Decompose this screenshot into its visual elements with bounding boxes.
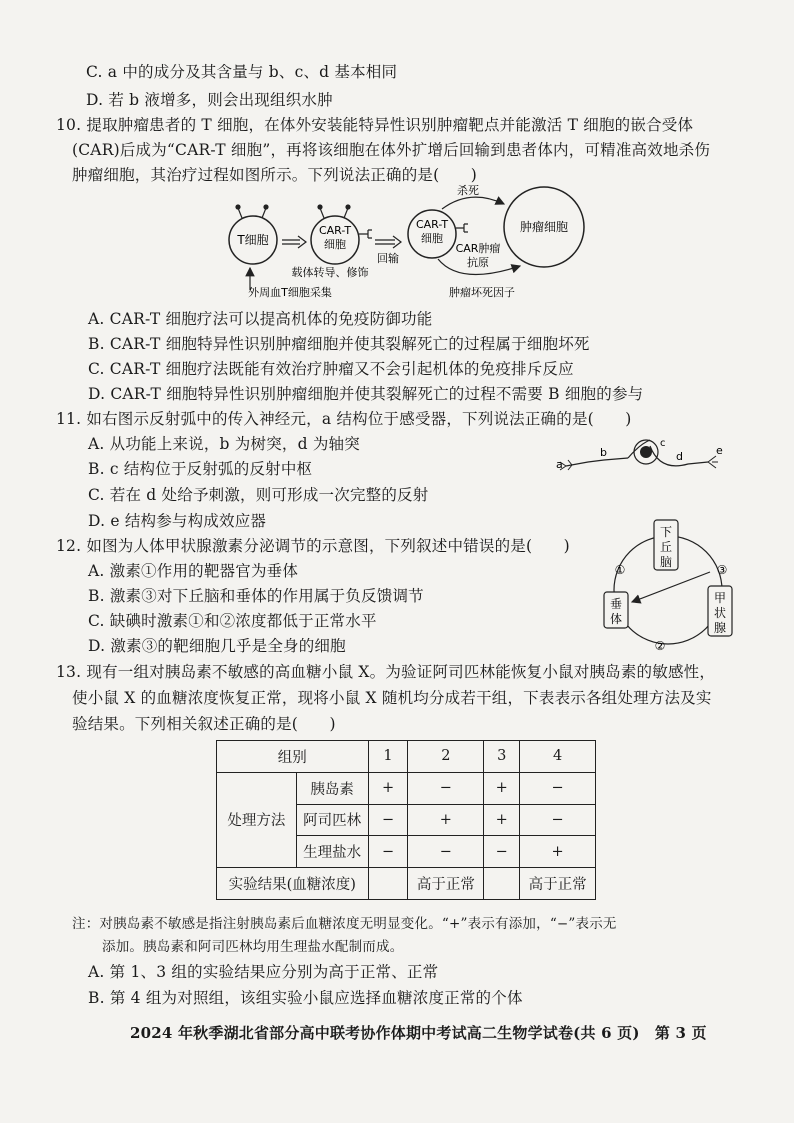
q13-note-line2: 添加。胰岛素和阿司匹林均用生理盐水配制而成。 xyxy=(102,939,404,955)
q13-stem-line3: 验结果。下列相关叙述正确的是( ) xyxy=(72,715,336,733)
q11-option-b: B. c 结构位于反射弧的反射中枢 xyxy=(88,460,313,478)
table-row xyxy=(217,772,596,804)
tnf-label: 肿瘤坏死因子 xyxy=(449,286,515,299)
table-cell: − xyxy=(408,772,484,804)
q11-option-c: C. 若在 d 处给予刺激，则可形成一次完整的反射 xyxy=(88,486,429,504)
hypothalamus-char-2: 丘 xyxy=(659,540,673,554)
q12-option-a: A. 激素①作用的靶器官为垂体 xyxy=(88,562,299,580)
label-b: b xyxy=(600,446,607,459)
kill-label: 杀死 xyxy=(457,184,479,197)
car-t-therapy-diagram xyxy=(220,182,590,302)
q10-option-b: B. CAR-T 细胞特异性识别肿瘤细胞并使其裂解死亡的过程属于细胞坏死 xyxy=(88,335,590,353)
table-cell: + xyxy=(368,772,408,804)
table-row xyxy=(217,868,596,900)
tumor-cell-label: 肿瘤细胞 xyxy=(519,220,569,234)
header-group-2: 2 xyxy=(408,741,484,773)
hypothalamus-char-1: 下 xyxy=(659,525,673,539)
q13-note-line1: 注：对胰岛素不敏感是指注射胰岛素后血糖浓度无明显变化。“+”表示有添加，“−”表示无 xyxy=(72,916,617,932)
header-group: 组别 xyxy=(217,741,369,773)
experiment-table xyxy=(216,740,596,900)
table-cell: − xyxy=(368,804,408,836)
pituitary-char-1: 垂 xyxy=(609,597,623,611)
thyroid-char-3: 腺 xyxy=(713,621,727,635)
row-label: 胰岛素 xyxy=(296,772,368,804)
q13-stem-line2: 使小鼠 X 的血糖浓度恢复正常，现将小鼠 X 随机均分成若干组，下表表示各组处理方法及实 xyxy=(72,689,712,707)
hypothalamus-char-3: 脑 xyxy=(659,555,673,569)
table-cell: 高于正常 xyxy=(408,868,484,900)
q13-option-b: B. 第 4 组为对照组，该组实验小鼠应选择血糖浓度正常的个体 xyxy=(88,989,523,1007)
header-group-1: 1 xyxy=(368,741,408,773)
car-t2-label-2: 细胞 xyxy=(421,232,443,245)
antigen-label-1: CAR肿瘤 xyxy=(455,242,501,255)
car-t-label-2: 细胞 xyxy=(324,238,346,251)
table-cell: − xyxy=(408,836,484,868)
thyroid-regulation-diagram xyxy=(598,512,738,657)
page-footer: 2024 年秋季湖北省部分高中联考协作体期中考试高二生物学试卷(共 6 页) 第 3 页 xyxy=(130,1024,707,1042)
car-t-label-1: CAR-T xyxy=(318,224,352,237)
q11-option-a: A. 从功能上来说，b 为树突，d 为轴突 xyxy=(88,435,360,453)
t-cell-label: T细胞 xyxy=(237,233,269,247)
table-cell xyxy=(484,868,520,900)
thyroid-char-2: 状 xyxy=(713,606,727,620)
nucleus xyxy=(640,446,652,458)
result-label: 实验结果(血糖浓度) xyxy=(217,868,369,900)
header-group-4: 4 xyxy=(520,741,596,773)
method-label: 处理方法 xyxy=(217,772,297,867)
q11-stem: 11. 如右图示反射弧中的传入神经元，a 结构位于感受器，下列说法正确的是( ) xyxy=(56,410,632,428)
header-group-3: 3 xyxy=(484,741,520,773)
hormone-3-label: ③ xyxy=(716,563,728,577)
table-cell: 高于正常 xyxy=(520,868,596,900)
q10-stem-line1: 10. 提取肿瘤患者的 T 细胞，在体外安装能特异性识别肿瘤靶点并能激活 T 细胞的嵌合受体 xyxy=(56,116,694,134)
q10-option-d: D. CAR-T 细胞特异性识别肿瘤细胞并使其裂解死亡的过程不需要 B 细胞的参与 xyxy=(88,385,644,403)
table-cell: − xyxy=(484,836,520,868)
carrier-label: 载体转导、修饰 xyxy=(291,266,369,279)
q10-stem-line2: (CAR)后成为“CAR-T 细胞”，再将该细胞在体外扩增后回输到患者体内，可精准高效地杀伤 xyxy=(72,141,711,159)
car-t2-label-1: CAR-T xyxy=(415,218,449,231)
q12-option-d: D. 激素③的靶细胞几乎是全身的细胞 xyxy=(88,637,346,655)
neuron-diagram xyxy=(548,432,728,480)
label-e: e xyxy=(716,444,723,457)
table-cell: + xyxy=(484,804,520,836)
antigen-label-2: 抗原 xyxy=(467,256,489,269)
pituitary-char-2: 体 xyxy=(609,612,623,626)
q9-option-c: C. a 中的成分及其含量与 b、c、d 基本相同 xyxy=(86,63,398,81)
table-cell: + xyxy=(484,772,520,804)
hormone-1-label: ① xyxy=(614,563,626,577)
thyroid-char-1: 甲 xyxy=(713,591,727,605)
table-cell: + xyxy=(408,804,484,836)
row-label: 生理盐水 xyxy=(296,836,368,868)
hormone-2-label: ② xyxy=(654,639,666,653)
q12-option-c: C. 缺碘时激素①和②浓度都低于正常水平 xyxy=(88,612,377,630)
label-d: d xyxy=(676,450,683,463)
q12-stem: 12. 如图为人体甲状腺激素分泌调节的示意图，下列叙述中错误的是( ) xyxy=(56,537,570,555)
q10-option-c: C. CAR-T 细胞疗法既能有效治疗肿瘤又不会引起机体的免疫排斥反应 xyxy=(88,360,574,378)
label-a: a xyxy=(556,458,563,471)
label-c: c xyxy=(660,438,666,449)
q10-option-a: A. CAR-T 细胞疗法可以提高机体的免疫防御功能 xyxy=(88,310,433,328)
reinfuse-label: 回输 xyxy=(377,252,399,265)
row-label: 阿司匹林 xyxy=(296,804,368,836)
table-cell: + xyxy=(520,836,596,868)
q10-stem-line3: 肿瘤细胞，其治疗过程如图所示。下列说法正确的是( ) xyxy=(72,166,477,184)
table-cell: − xyxy=(368,836,408,868)
q9-option-d: D. 若 b 液增多，则会出现组织水肿 xyxy=(86,91,333,109)
table-cell: − xyxy=(520,772,596,804)
q11-option-d: D. e 结构参与构成效应器 xyxy=(88,512,267,530)
q13-option-a: A. 第 1、3 组的实验结果应分别为高于正常、正常 xyxy=(88,963,439,981)
table-cell: − xyxy=(520,804,596,836)
q13-stem-line1: 13. 现有一组对胰岛素不敏感的高血糖小鼠 X。为验证阿司匹林能恢复小鼠对胰岛素的敏感性， xyxy=(56,663,716,681)
collect-label: 外周血T细胞采集 xyxy=(248,286,332,299)
table-cell xyxy=(368,868,408,900)
q12-option-b: B. 激素③对下丘脑和垂体的作用属于负反馈调节 xyxy=(88,587,424,605)
